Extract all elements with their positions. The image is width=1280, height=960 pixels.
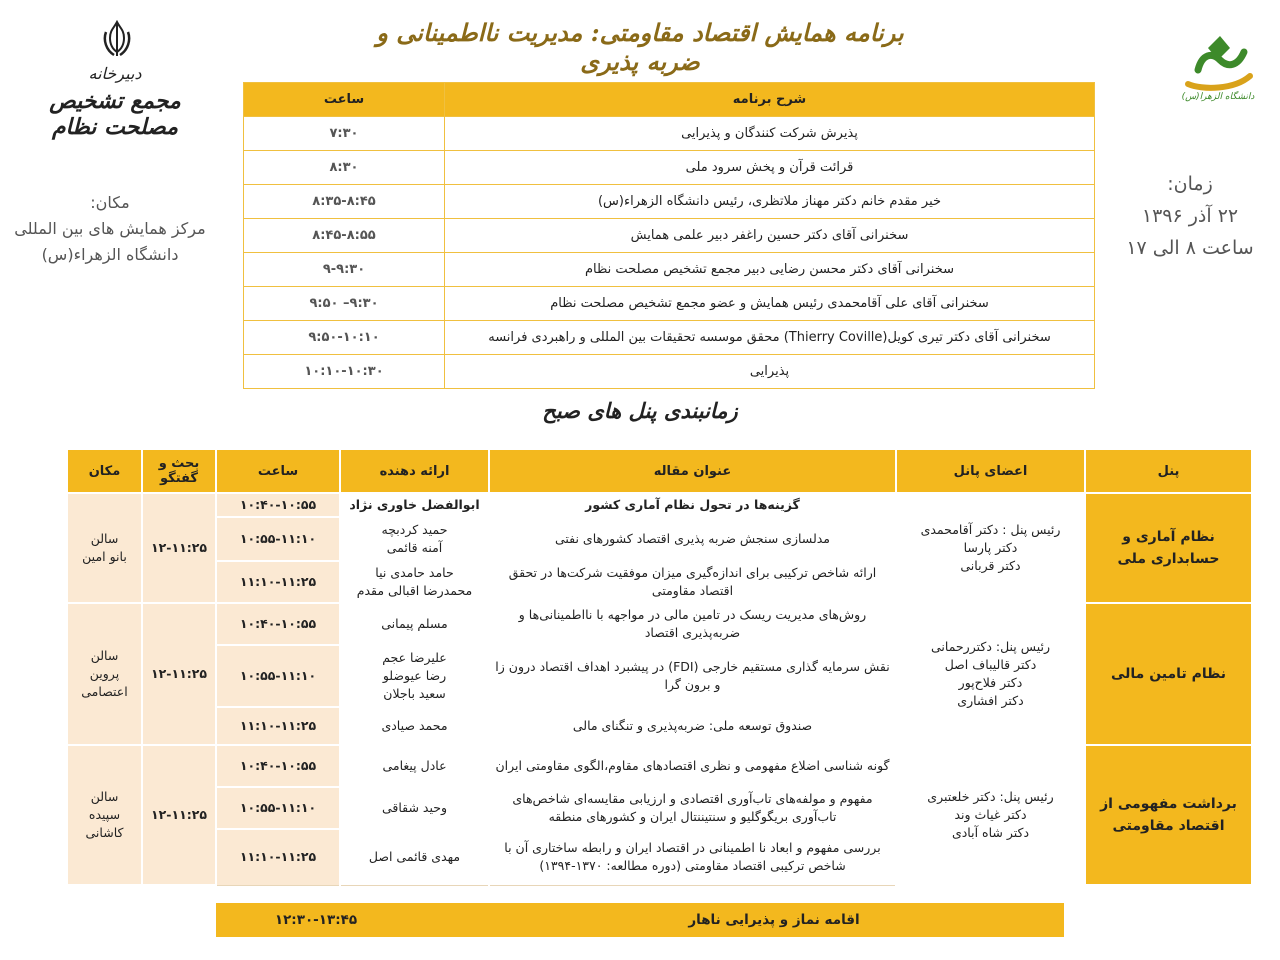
discussion-time: ۱۲-۱۱:۲۵ [142, 603, 216, 745]
presenter-header: ارائه دهنده [340, 449, 489, 493]
topic-header: عنوان مقاله [489, 449, 896, 493]
table-row [67, 745, 1252, 787]
presenter: حامد حامدی نیا محمدرضا اقبالی مقدم [340, 561, 489, 603]
members-header: اعضای پانل [896, 449, 1085, 493]
paper-title: مدلسازی سنجش ضربه پذیری اقتصاد کشورهای نفتی [489, 517, 896, 561]
paper-title: ارائه شاخص ترکیبی برای اندازه‌گیری میزان موفقیت شرکت‌ها در تحقق اقتصاد مقاومتی [489, 561, 896, 603]
discussion-header: بحث و گفتگو [142, 449, 216, 493]
table-row [244, 321, 1095, 355]
university-logo [1168, 30, 1268, 110]
paper-title: روش‌های مدیریت ریسک در تامین مالی در مواجهه با نااطمینانی‌ها و ضربه‌پذیری اقتصاد [489, 603, 896, 645]
table-row [244, 117, 1095, 151]
paper-time: ۱۰:۴۰-۱۰:۵۵ [216, 493, 340, 517]
panel-name: نظام آماری و حسابداری ملی [1085, 493, 1252, 603]
paper-time: ۱۰:۵۵-۱۱:۱۰ [216, 645, 340, 707]
program-desc: سخنرانی آقای دکتر حسین راغفر دبیر علمی همایش [445, 219, 1095, 253]
table-row [244, 151, 1095, 185]
table-row [244, 219, 1095, 253]
room: سالن سپیده کاشانی [67, 745, 142, 885]
lunch-bar [216, 903, 1064, 937]
panel-members: رئیس پنل: دکتر خلعتبری دکتر غیاث وند دکتر شاه آبادی [896, 745, 1085, 885]
paper-time: ۱۰:۴۰-۱۰:۵۵ [216, 745, 340, 787]
program-desc: سخنرانی آقای علی آقامحمدی رئیس همایش و عضو مجمع تشخیص مصلحت نظام [445, 287, 1095, 321]
room: سالن بانو امین [67, 493, 142, 603]
paper-time: ۱۰:۵۵-۱۱:۱۰ [216, 787, 340, 829]
program-desc: خیر مقدم خانم دکتر مهناز ملاتظری، رئیس دانشگاه الزهراء(س) [445, 185, 1095, 219]
program-table [243, 82, 1095, 389]
program-desc-header: شرح برنامه [445, 83, 1095, 117]
venue-line-2: دانشگاه الزهراء(س) [41, 245, 179, 264]
panels-title: زمانبندی پنل های صبح [542, 398, 738, 423]
page-title: برنامه همایش اقتصاد مقاومتی: مدیریت نااطمینانی و ضربه پذیری [376, 18, 904, 76]
panel-name: نظام تامین مالی [1085, 603, 1252, 745]
panel-members: رئیس پنل : دکتر آقامحمدی دکتر پارسا دکتر قربانی [896, 493, 1085, 603]
presenter: علیرضا عجم رضا عیوضلو سعید باجلان [340, 645, 489, 707]
secretariat-logo [40, 20, 190, 140]
paper-title: گونه شناسی اضلاع مفهومی و نظری اقتصادهای مقاوم،الگوی مقاومتی ایران [489, 745, 896, 787]
presenter: عادل پیغامی [340, 745, 489, 787]
program-header-row [244, 83, 1095, 117]
program-time: ۸:۴۵-۸:۵۵ [244, 219, 445, 253]
paper-title: گزینه‌ها در تحول نظام آماری کشور [489, 493, 896, 517]
program-desc: قرائت قرآن و پخش سرود ملی [445, 151, 1095, 185]
program-time: ۱۰:۱۰-۱۰:۳۰ [244, 355, 445, 389]
program-time: ۹:۳۰– ۹:۵۰ [244, 287, 445, 321]
alzahra-logo-icon [1168, 30, 1268, 92]
program-desc: سخنرانی آقای دکتر محسن رضایی دبیر مجمع تشخیص مصلحت نظام [445, 253, 1095, 287]
discussion-time: ۱۲-۱۱:۲۵ [142, 745, 216, 885]
presenter: وحید شقاقی [340, 787, 489, 829]
venue-info [0, 190, 220, 268]
lunch-time: ۱۲:۳۰-۱۳:۴۵ [274, 912, 358, 928]
place-header: مکان [67, 449, 142, 493]
paper-time: ۱۱:۱۰-۱۱:۲۵ [216, 561, 340, 603]
presenter: مسلم پیمانی [340, 603, 489, 645]
secretariat-label: دبیرخانه [88, 64, 142, 83]
panels-table [66, 448, 1253, 886]
lunch-label: اقامه نماز و پذیرایی ناهار [688, 912, 860, 928]
program-time: ۹:۵۰-۱۰:۱۰ [244, 321, 445, 355]
paper-title: صندوق توسعه ملی: ضربه‌پذیری و تنگنای مالی [489, 707, 896, 745]
paper-title: بررسی مفهوم و ابعاد نا اطمینانی در اقتصاد ایران و رابطه ساختاری آن با شاخص ترکیبی اقتصاد مقاومتی (دوره مطالعه: ۱۳۷۰-۱۳۹۴) [489, 829, 896, 885]
presenter: ابوالفضل خاوری نژاد [340, 493, 489, 517]
time-header: ساعت [216, 449, 340, 493]
presenter: مهدی قائمی اصل [340, 829, 489, 885]
paper-time: ۱۰:۴۰-۱۰:۵۵ [216, 603, 340, 645]
program-time: ۸:۳۰ [244, 151, 445, 185]
table-row [244, 253, 1095, 287]
event-date: ۲۲ آذر ۱۳۹۶ [1141, 205, 1239, 227]
presenter: محمد صیادی [340, 707, 489, 745]
program-desc: پذیرش شرکت کنندگان و پذیرایی [445, 117, 1095, 151]
panel-name: برداشت مفهومی از اقتصاد مقاومتی [1085, 745, 1252, 885]
panel-header: پنل [1085, 449, 1252, 493]
panel-members: رئیس پنل: دکتررحمانی دکتر قالیباف اصل دکتر فلاح‌پور دکتر افشاری [896, 603, 1085, 745]
paper-time: ۱۱:۱۰-۱۱:۲۵ [216, 707, 340, 745]
paper-title: مفهوم و مولفه‌های تاب‌آوری اقتصادی و ارزیابی مقایسه‌ای شاخص‌های تاب‌آوری بریگوگلیو و سنتیننتال ایران و کشورهای منطقه [489, 787, 896, 829]
table-row [244, 287, 1095, 321]
venue-line-1: مرکز همایش های بین المللی [14, 219, 206, 238]
program-desc: پذیرایی [445, 355, 1095, 389]
date-info [1110, 168, 1270, 264]
venue-label: مکان: [90, 193, 130, 212]
panels-header-row [67, 449, 1252, 493]
council-name: مجمع تشخیص مصلحت نظام [49, 88, 181, 140]
program-desc: سخنرانی آقای دکتر تیری کویل(Thierry Coville) محقق موسسه تحقیقات بین المللی و راهبردی فرانسه [445, 321, 1095, 355]
program-time: ۹-۹:۳۰ [244, 253, 445, 287]
discussion-time: ۱۲-۱۱:۲۵ [142, 493, 216, 603]
program-time: ۸:۳۵-۸:۴۵ [244, 185, 445, 219]
table-row [244, 355, 1095, 389]
program-time: ۷:۳۰ [244, 117, 445, 151]
paper-time: ۱۰:۵۵-۱۱:۱۰ [216, 517, 340, 561]
table-row [67, 603, 1252, 645]
university-name: دانشگاه الزهرا(س) [1181, 92, 1255, 102]
paper-title: نقش سرمایه گذاری مستقیم خارجی (FDI) در پیشبرد اهداف اقتصاد درون زا و برون گرا [489, 645, 896, 707]
event-hours: ساعت ۸ الی ۱۷ [1126, 237, 1254, 259]
iran-emblem-icon [100, 20, 134, 60]
table-row [244, 185, 1095, 219]
room: سالن پروین اعتصامی [67, 603, 142, 745]
program-time-header: ساعت [244, 83, 445, 117]
date-label: زمان: [1167, 173, 1213, 195]
table-row [67, 493, 1252, 517]
paper-time: ۱۱:۱۰-۱۱:۲۵ [216, 829, 340, 885]
presenter: حمید کردبچه آمنه قائمی [340, 517, 489, 561]
